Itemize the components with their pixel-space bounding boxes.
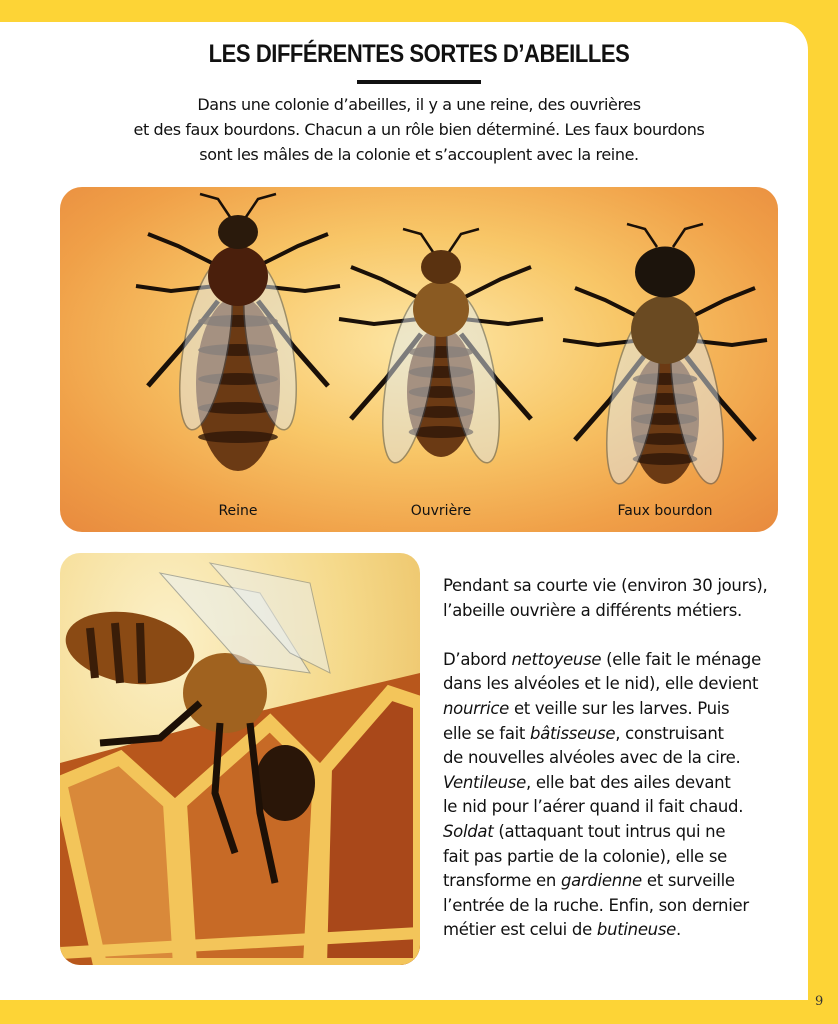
intro-line: et des faux bourdons. Chacun a un rôle bien déterminé. Les faux bourdons xyxy=(133,120,705,139)
intro-line: Dans une colonie d’abeilles, il y a une reine, des ouvrières xyxy=(197,95,641,114)
text-line xyxy=(443,894,767,919)
text-segment: , construisant xyxy=(615,723,724,743)
text-segment: le nid pour l’aérer quand il fait chaud. xyxy=(443,797,744,817)
drone-bee xyxy=(563,224,767,488)
text-segment: . xyxy=(676,920,681,940)
job-name: nettoyeuse xyxy=(511,649,602,669)
text-line xyxy=(443,845,767,870)
job-name: bâtisseuse xyxy=(530,723,616,743)
bee-label-queen: Reine xyxy=(218,503,258,519)
text-line xyxy=(443,771,767,796)
bees-drawing xyxy=(60,187,778,532)
text-line xyxy=(443,697,767,722)
honeycomb-bee-drawing xyxy=(60,553,420,965)
text-line xyxy=(443,574,767,599)
text-line xyxy=(443,722,767,747)
text-line xyxy=(443,918,767,943)
bee-label-drone: Faux bourdon xyxy=(617,503,713,519)
text-segment: elle se fait xyxy=(443,723,531,743)
page-title: LES DIFFÉRENTES SORTES D’ABEILLES xyxy=(208,40,630,68)
text-segment: , elle bat des ailes devant xyxy=(525,772,731,792)
worker-bee-on-honeycomb-illustration xyxy=(60,553,420,965)
text-segment: et surveille xyxy=(641,871,735,891)
job-name: nourrice xyxy=(443,698,509,718)
text-segment: (elle fait le ménage xyxy=(601,649,761,669)
text-segment: de nouvelles alvéoles avec de la cire. xyxy=(443,748,741,768)
title-underline xyxy=(357,80,481,84)
text-segment: dans les alvéoles et le nid), elle devient xyxy=(443,674,759,694)
text-line xyxy=(443,648,767,673)
intro-line: sont les mâles de la colonie et s’accouplent avec la reine. xyxy=(199,145,639,164)
text-line xyxy=(443,820,767,845)
text-line xyxy=(443,599,767,624)
text-line xyxy=(443,746,767,771)
text-segment: D’abord xyxy=(443,649,512,669)
text-segment: métier est celui de xyxy=(443,920,597,940)
job-name: gardienne xyxy=(560,871,642,891)
text-segment: transforme en xyxy=(443,871,561,891)
text-segment: fait pas partie de la colonie), elle se xyxy=(443,846,728,866)
text-segment: et veille sur les larves. Puis xyxy=(509,698,730,718)
text-segment: (attaquant tout intrus qui ne xyxy=(493,821,726,841)
text-line xyxy=(443,672,767,697)
intro-text xyxy=(60,92,778,167)
bee-label-worker: Ouvrière xyxy=(410,503,472,519)
job-name: Ventileuse xyxy=(443,772,526,792)
text-segment: Pendant sa courte vie (environ 30 jours), xyxy=(443,576,768,595)
paragraph-gap xyxy=(443,623,767,648)
worker-bee xyxy=(339,229,543,467)
job-name: Soldat xyxy=(443,821,494,841)
text-line xyxy=(443,869,767,894)
job-name: butineuse xyxy=(596,920,676,940)
text-segment: l’entrée de la ruche. Enfin, son dernier xyxy=(443,895,749,915)
worker-bee-jobs-text xyxy=(443,574,767,943)
text-segment: l’abeille ouvrière a différents métiers. xyxy=(443,600,742,620)
text-line xyxy=(443,795,767,820)
bee-types-illustration xyxy=(60,187,778,532)
queen-bee xyxy=(136,194,340,471)
page-number: 9 xyxy=(815,994,824,1009)
